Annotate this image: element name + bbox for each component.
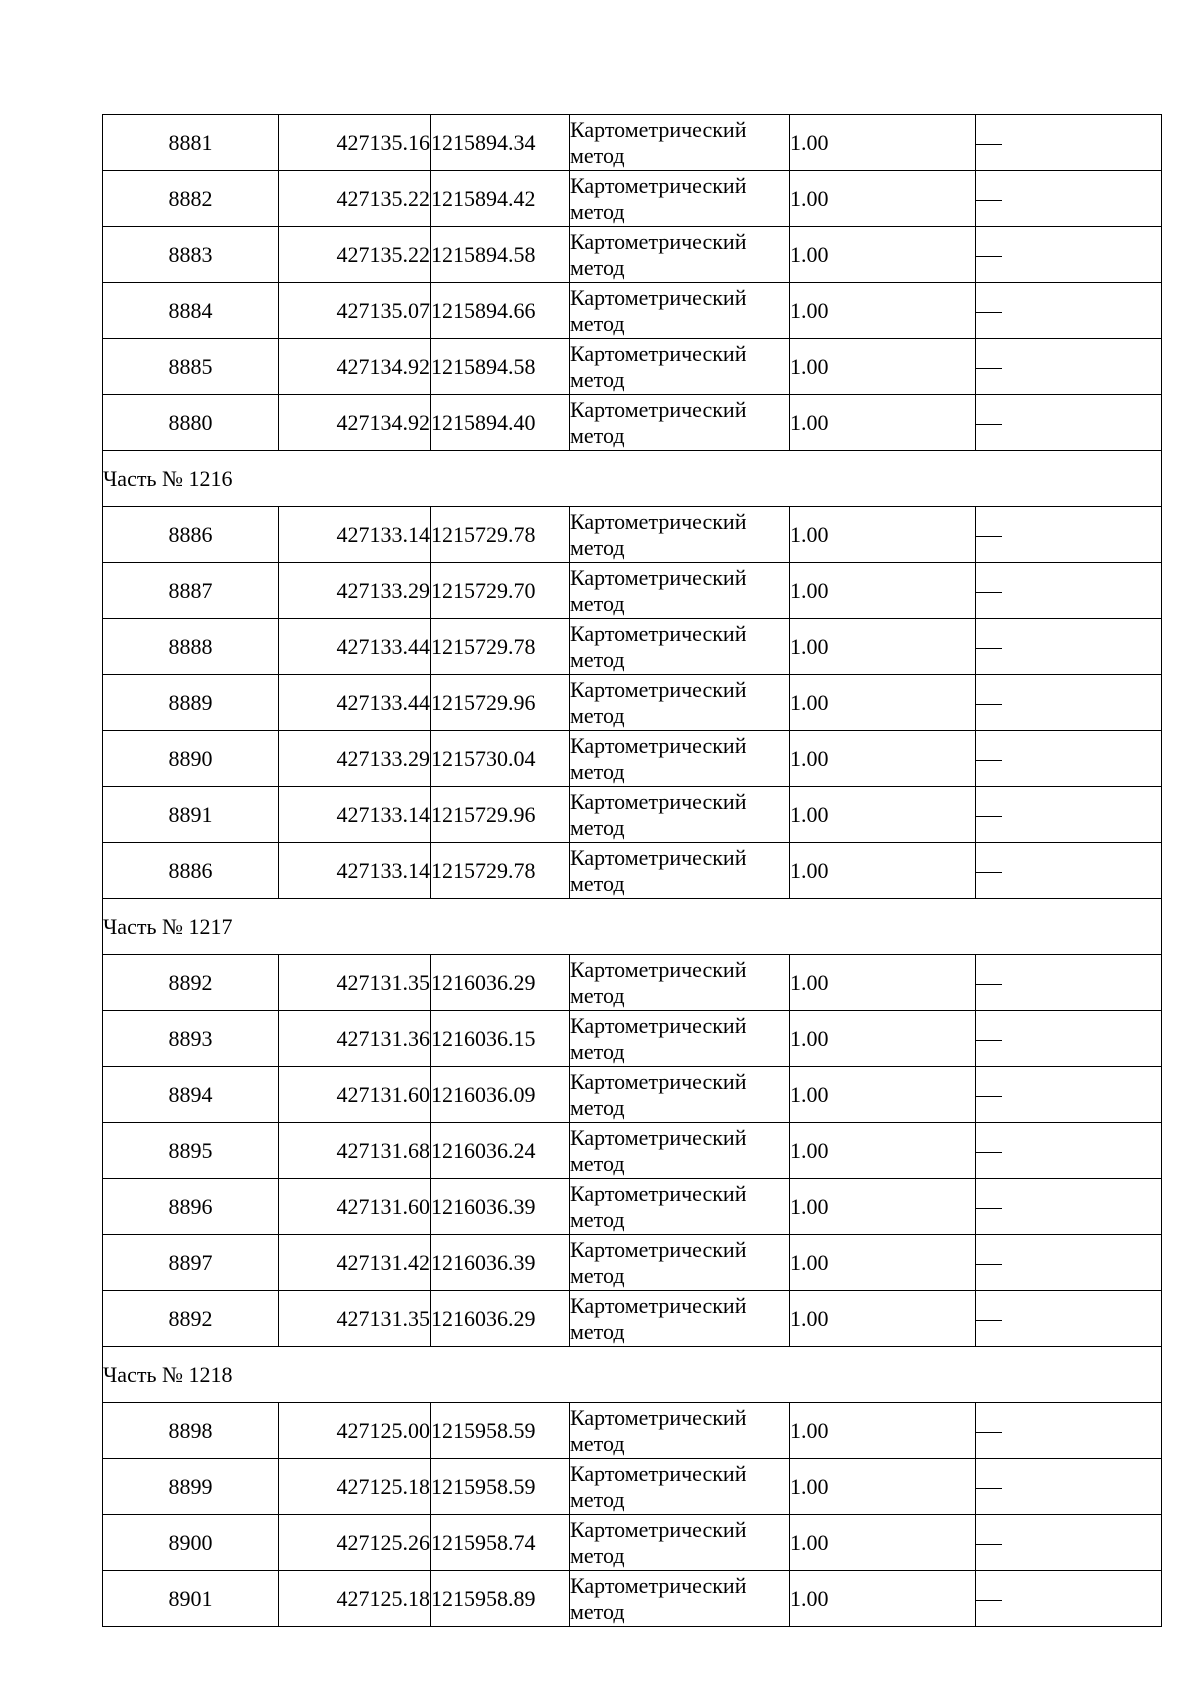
dash-mark (976, 1040, 1002, 1041)
method-cell (570, 115, 790, 171)
point-number-cell: 8886 (103, 843, 279, 899)
method-line-2: метод (570, 422, 625, 448)
dash-mark (976, 1432, 1002, 1433)
description-cell (976, 563, 1162, 619)
table-row (103, 227, 1162, 283)
point-number-cell: 8900 (103, 1515, 279, 1571)
dash-mark (976, 816, 1002, 817)
method-cell (570, 675, 790, 731)
dash-mark (976, 984, 1002, 985)
description-cell (976, 1571, 1162, 1627)
accuracy-cell: 1.00 (790, 1011, 976, 1067)
method-cell (570, 1235, 790, 1291)
method-line-1: Картометрический (570, 1460, 747, 1486)
description-cell (976, 1011, 1162, 1067)
y-coordinate-cell: 1216036.29 (431, 955, 570, 1011)
point-number-cell: 8898 (103, 1403, 279, 1459)
part-label: Часть № 1218 (103, 1347, 1162, 1403)
table-row (103, 115, 1162, 171)
method-cell (570, 955, 790, 1011)
dash-mark (976, 1096, 1002, 1097)
y-coordinate-cell: 1215894.42 (431, 171, 570, 227)
dash-mark (976, 872, 1002, 873)
point-number-cell: 8901 (103, 1571, 279, 1627)
point-number-cell: 8899 (103, 1459, 279, 1515)
method-cell (570, 339, 790, 395)
accuracy-cell: 1.00 (790, 1067, 976, 1123)
accuracy-cell: 1.00 (790, 563, 976, 619)
y-coordinate-cell: 1215729.70 (431, 563, 570, 619)
method-cell (570, 563, 790, 619)
x-coordinate-cell: 427125.26 (279, 1515, 431, 1571)
method-line-2: метод (570, 1542, 625, 1568)
x-coordinate-cell: 427135.22 (279, 171, 431, 227)
x-coordinate-cell: 427131.60 (279, 1067, 431, 1123)
dash-mark (976, 1544, 1002, 1545)
table-row (103, 675, 1162, 731)
method-cell (570, 1459, 790, 1515)
method-cell (570, 171, 790, 227)
method-line-1: Картометрический (570, 228, 747, 254)
table-row (103, 1515, 1162, 1571)
description-cell (976, 227, 1162, 283)
method-cell (570, 1291, 790, 1347)
method-cell (570, 283, 790, 339)
method-line-1: Картометрический (570, 1404, 747, 1430)
point-number-cell: 8888 (103, 619, 279, 675)
x-coordinate-cell: 427133.29 (279, 731, 431, 787)
table-row (103, 619, 1162, 675)
method-line-2: метод (570, 702, 625, 728)
method-line-2: метод (570, 1262, 625, 1288)
y-coordinate-cell: 1215958.59 (431, 1403, 570, 1459)
point-number-cell: 8883 (103, 227, 279, 283)
point-number-cell: 8896 (103, 1179, 279, 1235)
method-line-1: Картометрический (570, 396, 747, 422)
method-line-1: Картометрический (570, 732, 747, 758)
y-coordinate-cell: 1215729.96 (431, 675, 570, 731)
description-cell (976, 171, 1162, 227)
description-cell (976, 731, 1162, 787)
description-cell (976, 1515, 1162, 1571)
accuracy-cell: 1.00 (790, 227, 976, 283)
table-row (103, 1291, 1162, 1347)
description-cell (976, 955, 1162, 1011)
part-label: Часть № 1217 (103, 899, 1162, 955)
table-row (103, 843, 1162, 899)
dash-mark (976, 1264, 1002, 1265)
method-cell (570, 507, 790, 563)
method-line-1: Картометрический (570, 564, 747, 590)
table-row (103, 731, 1162, 787)
accuracy-cell: 1.00 (790, 731, 976, 787)
table-row (103, 1179, 1162, 1235)
method-line-2: метод (570, 1598, 625, 1624)
table-row (103, 1235, 1162, 1291)
method-line-2: метод (570, 814, 625, 840)
method-line-2: метод (570, 198, 625, 224)
dash-mark (976, 1208, 1002, 1209)
dash-mark (976, 200, 1002, 201)
point-number-cell: 8894 (103, 1067, 279, 1123)
accuracy-cell: 1.00 (790, 1235, 976, 1291)
method-line-2: метод (570, 1206, 625, 1232)
x-coordinate-cell: 427135.07 (279, 283, 431, 339)
point-number-cell: 8893 (103, 1011, 279, 1067)
accuracy-cell: 1.00 (790, 115, 976, 171)
method-line-1: Картометрический (570, 172, 747, 198)
y-coordinate-cell: 1215894.40 (431, 395, 570, 451)
x-coordinate-cell: 427133.14 (279, 787, 431, 843)
y-coordinate-cell: 1215894.58 (431, 339, 570, 395)
part-header-row (103, 899, 1162, 955)
table-row (103, 283, 1162, 339)
description-cell (976, 1235, 1162, 1291)
y-coordinate-cell: 1216036.39 (431, 1179, 570, 1235)
table-row (103, 1571, 1162, 1627)
method-line-1: Картометрический (570, 1516, 747, 1542)
y-coordinate-cell: 1215729.96 (431, 787, 570, 843)
dash-mark (976, 704, 1002, 705)
method-line-2: метод (570, 1038, 625, 1064)
method-line-2: метод (570, 758, 625, 784)
method-cell (570, 1011, 790, 1067)
description-cell (976, 843, 1162, 899)
y-coordinate-cell: 1215958.59 (431, 1459, 570, 1515)
point-number-cell: 8885 (103, 339, 279, 395)
x-coordinate-cell: 427131.36 (279, 1011, 431, 1067)
coordinates-table-body (103, 115, 1162, 1627)
method-line-2: метод (570, 1094, 625, 1120)
method-cell (570, 1571, 790, 1627)
y-coordinate-cell: 1215894.58 (431, 227, 570, 283)
method-line-1: Картометрический (570, 1572, 747, 1598)
dash-mark (976, 1600, 1002, 1601)
point-number-cell: 8891 (103, 787, 279, 843)
dash-mark (976, 760, 1002, 761)
dash-mark (976, 648, 1002, 649)
point-number-cell: 8882 (103, 171, 279, 227)
y-coordinate-cell: 1216036.24 (431, 1123, 570, 1179)
method-line-1: Картометрический (570, 1068, 747, 1094)
method-line-1: Картометрический (570, 620, 747, 646)
x-coordinate-cell: 427131.68 (279, 1123, 431, 1179)
method-line-2: метод (570, 646, 625, 672)
description-cell (976, 1459, 1162, 1515)
description-cell (976, 787, 1162, 843)
point-number-cell: 8880 (103, 395, 279, 451)
point-number-cell: 8892 (103, 955, 279, 1011)
x-coordinate-cell: 427131.35 (279, 1291, 431, 1347)
method-cell (570, 619, 790, 675)
method-line-2: метод (570, 142, 625, 168)
table-row (103, 1459, 1162, 1515)
table-row (103, 1011, 1162, 1067)
method-line-1: Картометрический (570, 1124, 747, 1150)
method-line-2: метод (570, 982, 625, 1008)
point-number-cell: 8895 (103, 1123, 279, 1179)
y-coordinate-cell: 1216036.39 (431, 1235, 570, 1291)
description-cell (976, 1179, 1162, 1235)
accuracy-cell: 1.00 (790, 675, 976, 731)
x-coordinate-cell: 427133.44 (279, 619, 431, 675)
method-cell (570, 1123, 790, 1179)
table-row (103, 955, 1162, 1011)
dash-mark (976, 312, 1002, 313)
dash-mark (976, 536, 1002, 537)
method-line-2: метод (570, 1486, 625, 1512)
point-number-cell: 8887 (103, 563, 279, 619)
x-coordinate-cell: 427125.18 (279, 1571, 431, 1627)
dash-mark (976, 368, 1002, 369)
method-line-1: Картометрический (570, 956, 747, 982)
description-cell (976, 507, 1162, 563)
point-number-cell: 8897 (103, 1235, 279, 1291)
method-line-1: Картометрический (570, 284, 747, 310)
y-coordinate-cell: 1215894.66 (431, 283, 570, 339)
table-row (103, 1403, 1162, 1459)
y-coordinate-cell: 1215729.78 (431, 507, 570, 563)
part-label: Часть № 1216 (103, 451, 1162, 507)
method-cell (570, 843, 790, 899)
description-cell (976, 283, 1162, 339)
method-line-1: Картометрический (570, 1012, 747, 1038)
accuracy-cell: 1.00 (790, 1123, 976, 1179)
accuracy-cell: 1.00 (790, 1291, 976, 1347)
x-coordinate-cell: 427131.42 (279, 1235, 431, 1291)
accuracy-cell: 1.00 (790, 1571, 976, 1627)
dash-mark (976, 592, 1002, 593)
method-cell (570, 787, 790, 843)
method-line-1: Картометрический (570, 1180, 747, 1206)
table-row (103, 787, 1162, 843)
accuracy-cell: 1.00 (790, 507, 976, 563)
x-coordinate-cell: 427133.14 (279, 843, 431, 899)
accuracy-cell: 1.00 (790, 171, 976, 227)
method-line-2: метод (570, 1430, 625, 1456)
dash-mark (976, 1320, 1002, 1321)
accuracy-cell: 1.00 (790, 843, 976, 899)
x-coordinate-cell: 427134.92 (279, 339, 431, 395)
x-coordinate-cell: 427135.16 (279, 115, 431, 171)
x-coordinate-cell: 427134.92 (279, 395, 431, 451)
description-cell (976, 1067, 1162, 1123)
accuracy-cell: 1.00 (790, 955, 976, 1011)
accuracy-cell: 1.00 (790, 1515, 976, 1571)
x-coordinate-cell: 427135.22 (279, 227, 431, 283)
x-coordinate-cell: 427133.29 (279, 563, 431, 619)
method-line-1: Картометрический (570, 116, 747, 142)
x-coordinate-cell: 427133.44 (279, 675, 431, 731)
dash-mark (976, 1488, 1002, 1489)
method-cell (570, 731, 790, 787)
coordinates-table (102, 114, 1162, 1627)
description-cell (976, 619, 1162, 675)
dash-mark (976, 256, 1002, 257)
method-line-2: метод (570, 310, 625, 336)
table-row (103, 1123, 1162, 1179)
part-header-row (103, 451, 1162, 507)
description-cell (976, 339, 1162, 395)
point-number-cell: 8889 (103, 675, 279, 731)
method-line-1: Картометрический (570, 340, 747, 366)
accuracy-cell: 1.00 (790, 1179, 976, 1235)
y-coordinate-cell: 1216036.15 (431, 1011, 570, 1067)
method-line-1: Картометрический (570, 508, 747, 534)
x-coordinate-cell: 427131.35 (279, 955, 431, 1011)
accuracy-cell: 1.00 (790, 339, 976, 395)
method-cell (570, 1515, 790, 1571)
y-coordinate-cell: 1215958.74 (431, 1515, 570, 1571)
point-number-cell: 8890 (103, 731, 279, 787)
x-coordinate-cell: 427125.18 (279, 1459, 431, 1515)
table-row (103, 171, 1162, 227)
method-cell (570, 227, 790, 283)
dash-mark (976, 424, 1002, 425)
accuracy-cell: 1.00 (790, 1403, 976, 1459)
method-cell (570, 1403, 790, 1459)
point-number-cell: 8881 (103, 115, 279, 171)
y-coordinate-cell: 1215730.04 (431, 731, 570, 787)
method-line-2: метод (570, 366, 625, 392)
method-cell (570, 1179, 790, 1235)
description-cell (976, 1123, 1162, 1179)
part-header-row (103, 1347, 1162, 1403)
x-coordinate-cell: 427133.14 (279, 507, 431, 563)
accuracy-cell: 1.00 (790, 283, 976, 339)
point-number-cell: 8884 (103, 283, 279, 339)
method-line-2: метод (570, 254, 625, 280)
method-cell (570, 1067, 790, 1123)
method-line-1: Картометрический (570, 788, 747, 814)
table-row (103, 563, 1162, 619)
description-cell (976, 1403, 1162, 1459)
method-line-1: Картометрический (570, 676, 747, 702)
method-line-2: метод (570, 1318, 625, 1344)
x-coordinate-cell: 427131.60 (279, 1179, 431, 1235)
table-row (103, 507, 1162, 563)
accuracy-cell: 1.00 (790, 787, 976, 843)
x-coordinate-cell: 427125.00 (279, 1403, 431, 1459)
table-row (103, 339, 1162, 395)
y-coordinate-cell: 1215894.34 (431, 115, 570, 171)
description-cell (976, 1291, 1162, 1347)
y-coordinate-cell: 1215729.78 (431, 619, 570, 675)
y-coordinate-cell: 1216036.29 (431, 1291, 570, 1347)
method-line-2: метод (570, 1150, 625, 1176)
method-line-1: Картометрический (570, 1292, 747, 1318)
method-line-2: метод (570, 534, 625, 560)
method-line-2: метод (570, 870, 625, 896)
description-cell (976, 115, 1162, 171)
y-coordinate-cell: 1215958.89 (431, 1571, 570, 1627)
y-coordinate-cell: 1215729.78 (431, 843, 570, 899)
accuracy-cell: 1.00 (790, 1459, 976, 1515)
dash-mark (976, 144, 1002, 145)
method-line-1: Картометрический (570, 1236, 747, 1262)
point-number-cell: 8892 (103, 1291, 279, 1347)
method-line-2: метод (570, 590, 625, 616)
description-cell (976, 675, 1162, 731)
dash-mark (976, 1152, 1002, 1153)
method-cell (570, 395, 790, 451)
table-row (103, 1067, 1162, 1123)
accuracy-cell: 1.00 (790, 395, 976, 451)
y-coordinate-cell: 1216036.09 (431, 1067, 570, 1123)
method-line-1: Картометрический (570, 844, 747, 870)
accuracy-cell: 1.00 (790, 619, 976, 675)
point-number-cell: 8886 (103, 507, 279, 563)
table-row (103, 395, 1162, 451)
description-cell (976, 395, 1162, 451)
